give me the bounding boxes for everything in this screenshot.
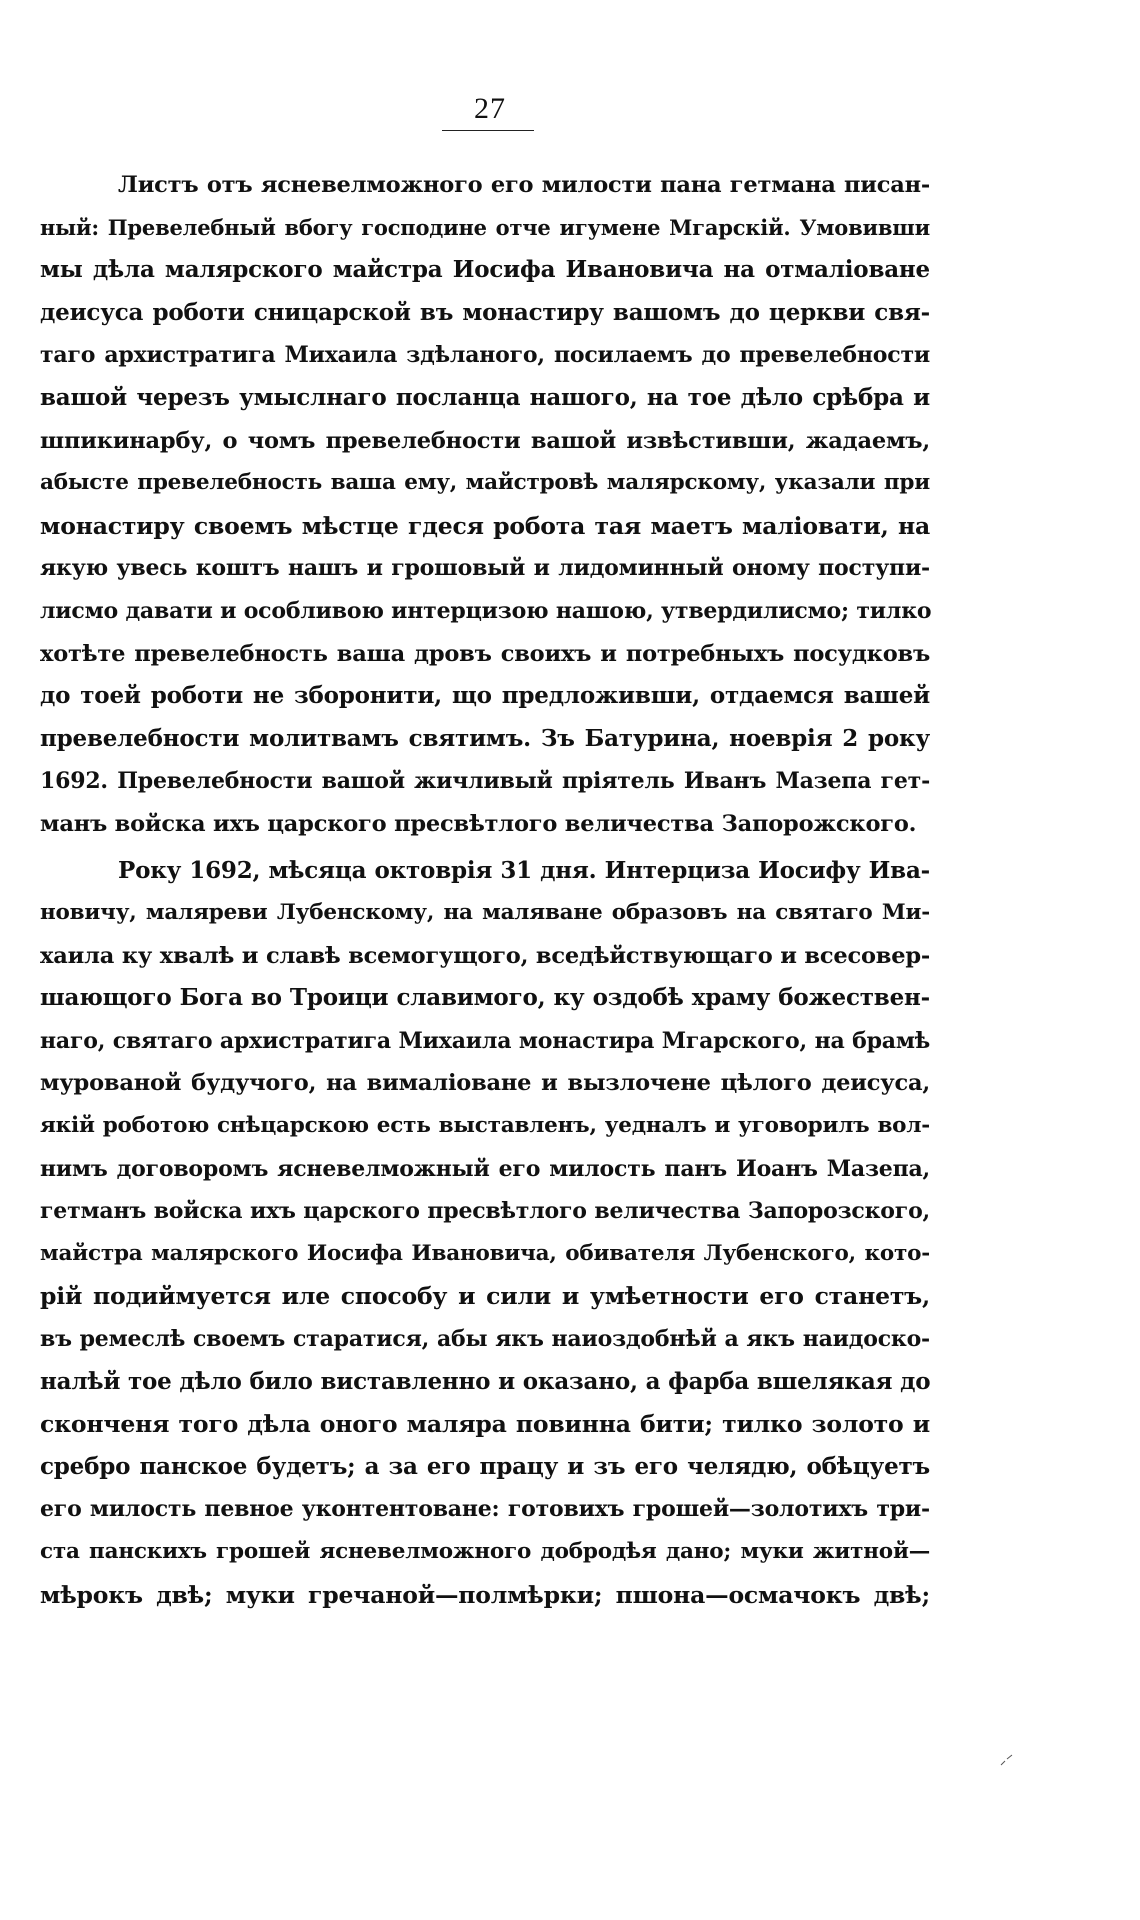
text-line: мы дѣла малярского майстра Иосифа Ивановича на отмаліоване — [40, 256, 930, 284]
text-line: абысте превелебность ваша ему, майстровѣ малярскому, указали при — [40, 470, 930, 496]
text-line: гетманъ войска ихъ царского пресвѣтлого величества Запорозского, — [40, 1198, 930, 1225]
paragraph-letter — [40, 164, 930, 846]
margin-mark — [1000, 1754, 1014, 1766]
text-line: сребро панское будетъ; а за его працу и зъ его челядю, обѣцуетъ — [40, 1452, 930, 1480]
page-number: 27 — [474, 92, 506, 125]
text-line: вашой черезъ умыслнаго посланца нашого, на тое дѣло срѣбра и — [40, 383, 930, 411]
text-line: нимъ договоромъ ясневелможный его милость панъ Иоанъ Мазепа, — [40, 1155, 930, 1182]
text-line: хотѣте превелебность ваша дровъ своихъ и потребныхъ посудковъ — [40, 640, 930, 667]
text-line: ста панскихъ грошей ясневелможного добродѣя дано; муки житной— — [40, 1539, 930, 1564]
text-line: монастиру своемъ мѣстце гдеся робота тая маетъ маліовати, на — [40, 511, 930, 540]
text-line: налѣй тое дѣло било виставленно и оказано, а фарба вшелякая до — [40, 1367, 931, 1395]
text-line: 1692. Превелебности вашой жичливый пріятель Иванъ Мазепа гет- — [40, 768, 930, 795]
text-line: сконченя того дѣла оного маляра повинна бити; тилко золото и — [40, 1410, 930, 1439]
text-line: лисмо давати и особливою интерцизою нашою, утвердилисмо; тилко — [40, 597, 932, 624]
text-line: новичу, маляреви Лубенскому, на маляване образовъ на святаго Ми- — [40, 900, 930, 926]
text-line: превелебности молитвамъ святимъ. Зъ Батурина, ноеврія 2 року — [40, 724, 930, 752]
text-line: мѣрокъ двѣ; муки гречаной—полмѣрки; пшона—осмачокъ двѣ; — [40, 1580, 930, 1609]
text-line: наго, святаго архистратига Михаила монастира Мгарского, на брамѣ — [40, 1027, 930, 1054]
text-line: таго архистратига Михаила здѣланого, посилаемъ до превелебности — [40, 342, 930, 369]
text-line: шающого Бога во Троици славимого, ку оздобѣ храму божествен- — [40, 984, 930, 1012]
text-line: манъ войска ихъ царского пресвѣтлого величества Запорожского. — [40, 810, 917, 837]
paragraph-contract — [40, 850, 930, 1617]
text-line: шпикинарбу, о чомъ превелебности вашой извѣстивши, жадаемъ, — [40, 427, 930, 454]
text-line: якій роботою снѣцарскою есть выставленъ, уедналъ и уговорилъ вол- — [40, 1113, 930, 1139]
text-line: ный: Превелебный вбогу господине отче игумене Мгарскій. Умовивши — [40, 214, 930, 240]
text-line: деисуса роботи сницарской въ монастиру вашомъ до церкви свя- — [40, 298, 930, 326]
text-line: до тоей роботи не зборонити, що предложивши, отдаемся вашей — [40, 682, 930, 710]
text-line: Листъ отъ ясневелможного его милости пана гетмана писан- — [118, 172, 930, 198]
text-line: якую увесь коштъ нашъ и грошовый и лидоминный оному поступи- — [40, 555, 930, 582]
text-line: его милость певное уконтентоване: готовихъ грошей—золотихъ три- — [40, 1496, 930, 1523]
text-line: рій подиймуется иле способу и сили и умѣетности его станетъ, — [40, 1282, 930, 1311]
text-line: хаила ку хвалѣ и славѣ всемогущого, вседѣйствующаго и всесовер- — [40, 942, 930, 969]
text-line: мурованой будучого, на вималіоване и вызлочене цѣлого деисуса, — [40, 1070, 930, 1097]
text-line: майстра малярского Иосифа Ивановича, обивателя Лубенского, кото- — [40, 1240, 930, 1266]
page-number-rule — [442, 130, 534, 131]
body-text — [40, 164, 930, 1616]
text-line: Року 1692, мѣсяца октоврія 31 дня. Интерциза Иосифу Ива- — [118, 856, 930, 884]
text-line: въ ремеслѣ своемъ старатися, абы якъ наиоздобнѣй а якъ наидоско- — [40, 1326, 930, 1353]
